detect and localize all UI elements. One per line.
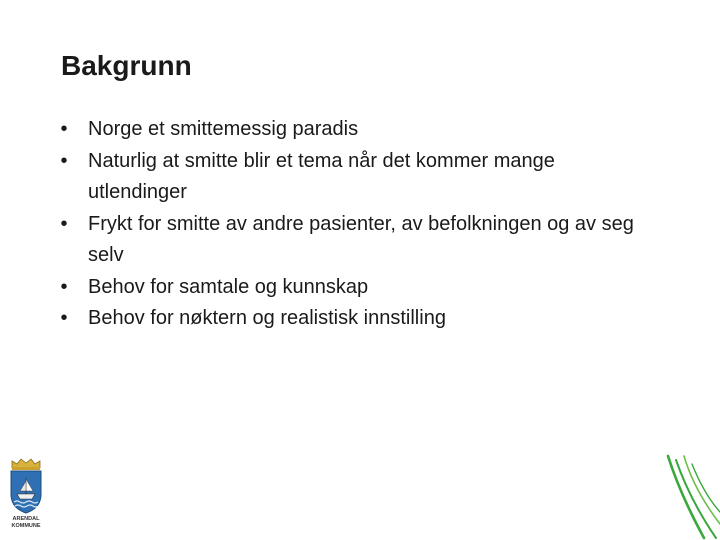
green-swoosh-icon — [664, 454, 720, 540]
bullet-item — [58, 146, 658, 209]
bullet-marker: • — [60, 212, 68, 235]
arendal-logo — [6, 458, 46, 536]
bullet-marker: • — [60, 307, 68, 329]
logo-line-arendal: ARENDAL — [12, 516, 40, 522]
bullet-item — [58, 272, 658, 304]
coat-of-arms-icon — [6, 458, 46, 514]
bullet-item — [58, 209, 658, 272]
bullet-item — [58, 303, 658, 335]
bullet-marker: • — [60, 118, 68, 140]
bullet-text: Frykt for smitte av andre pasienter, av befolkningen og av seg selv — [88, 212, 634, 266]
bullet-text: Behov for nøktern og realistisk innstilling — [88, 307, 446, 329]
bullet-marker: • — [60, 149, 68, 172]
slide-title: Bakgrunn — [61, 50, 192, 81]
bullet-item — [58, 114, 658, 146]
bullet-text: Behov for samtale og kunnskap — [88, 275, 369, 298]
logo-line-kommune: KOMMUNE — [11, 523, 41, 529]
bullet-text: Norge et smittemessig paradis — [88, 118, 359, 140]
bullet-marker: • — [60, 275, 68, 298]
bullet-list — [58, 114, 658, 335]
bullet-text: Naturlig at smitte blir et tema når det kommer mange utlendinger — [88, 149, 555, 203]
